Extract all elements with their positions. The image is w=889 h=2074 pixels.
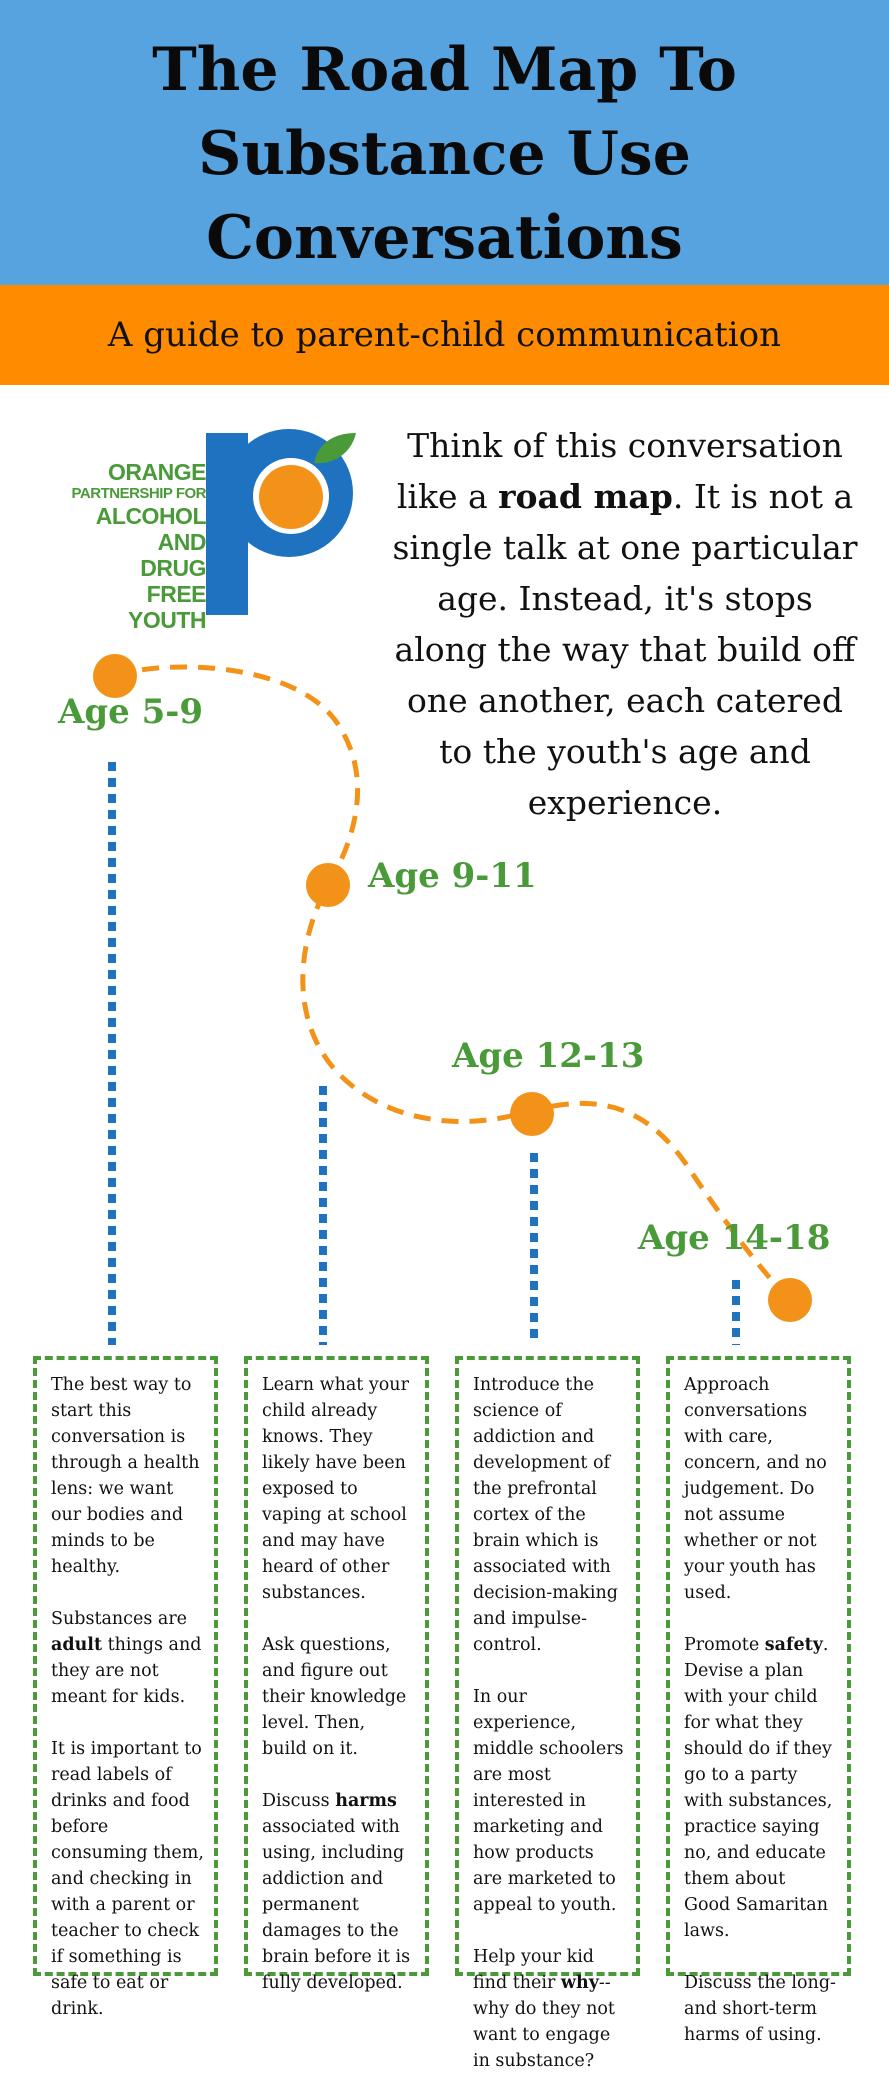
emphasis-text: adult (51, 1635, 103, 1655)
stage-card-paragraph (473, 1372, 626, 1658)
body-text: --why do they not want to engage in substance? (473, 1973, 615, 2071)
body-text: things and they are not meant for kids. (51, 1635, 202, 1707)
body-text: Discuss the long- and short-term harms of using. (684, 1973, 836, 2045)
stage-card-1 (33, 1356, 218, 2019)
body-text: Learn what your child already knows. They likely have been exposed to vaping at school and may have heard of other substances. (262, 1375, 409, 1603)
emphasis-text: safety (764, 1635, 823, 1655)
title-line-2: Substance Use (198, 119, 691, 189)
road-dashed-path (115, 667, 790, 1300)
age-label-stage-4: Age 14-18 (638, 1218, 831, 1258)
body-text: . Devise a plan with your child for what they should do if they go to a party with substances, practice saying no, and educate them about Good Samaritan laws. (684, 1635, 833, 1941)
stage-card-paragraph (684, 1970, 837, 2048)
logo-text-line: ALCOHOL (95, 503, 206, 529)
logo-text-line: ORANGE (108, 459, 206, 485)
stage-card-paragraph (262, 1372, 415, 1606)
body-text: associated with using, including addiction and permanent damages to the brain before it is fully developed. (262, 1817, 411, 1993)
page-subtitle: A guide to parent-child communication (107, 315, 782, 355)
intro-part-1: Think of this conversation like a (396, 426, 843, 516)
stage-card-paragraph (262, 1632, 415, 1762)
age-label-stage-1: Age 5-9 (58, 692, 204, 732)
body-text: It is important to read labels of drinks and food before consuming them, and checking in with a parent or teacher to check if something is safe to eat or drink. (51, 1739, 204, 2019)
stop-marker-stage-2 (306, 863, 350, 907)
stage-card-paragraph (51, 1736, 204, 2022)
emphasis-text: why (560, 1973, 599, 1993)
body-text: Promote (684, 1635, 765, 1655)
stage-card-3 (455, 1356, 640, 2071)
stop-marker-stage-4 (768, 1278, 812, 1322)
stage-card-paragraph (684, 1372, 837, 1606)
intro-part-2: . It is not a single talk at one particular age. Instead, it's stops along the way that build off one another, each catered to the youth's age and experience. (392, 477, 858, 822)
age-label-stage-2: Age 9-11 (368, 856, 537, 896)
intro-emphasis: road map (498, 477, 673, 516)
body-text: Approach conversations with care, concern, and no judgement. Do not assume whether or not your youth has used. (684, 1375, 827, 1603)
body-text: Introduce the science of addiction and development of the prefrontal cortex of the brain which is associated with decision-making and impulse-control. (473, 1375, 618, 1655)
body-text: Ask questions, and figure out their knowledge level. Then, build on it. (262, 1635, 407, 1759)
stage-card-paragraph (684, 1632, 837, 1944)
stage-card-paragraph (262, 1788, 415, 1996)
stage-card-paragraph (473, 1684, 626, 1918)
stage-card-paragraph (51, 1606, 204, 1710)
stage-card-2 (244, 1356, 429, 1993)
emphasis-text: harms (335, 1791, 397, 1811)
body-text: In our experience, middle schoolers are most interested in marketing and how products are marketed to appeal to youth. (473, 1687, 624, 1915)
logo-text-line: YOUTH (128, 607, 206, 633)
body-text: Help your kid find their (473, 1947, 595, 1993)
stage-card-paragraph (51, 1372, 204, 1580)
age-label-stage-3: Age 12-13 (452, 1036, 645, 1076)
logo-text-line: PARTNERSHIP FOR (71, 485, 206, 502)
stop-marker-stage-3 (510, 1092, 554, 1136)
stage-card-4 (666, 1356, 851, 2045)
logo-text-line: DRUG (140, 555, 206, 581)
logo-text-line: AND (157, 529, 206, 555)
body-text: Substances are (51, 1609, 188, 1629)
title-line-3: Conversations (206, 203, 683, 273)
body-text: Discuss (262, 1791, 336, 1811)
logo-text-line: FREE (146, 581, 206, 607)
body-text: The best way to start this conversation is through a health lens: we want our bodies and minds to be healthy. (51, 1375, 200, 1577)
title-line-1: The Road Map To (152, 35, 737, 105)
stage-card-paragraph (473, 1944, 626, 2074)
